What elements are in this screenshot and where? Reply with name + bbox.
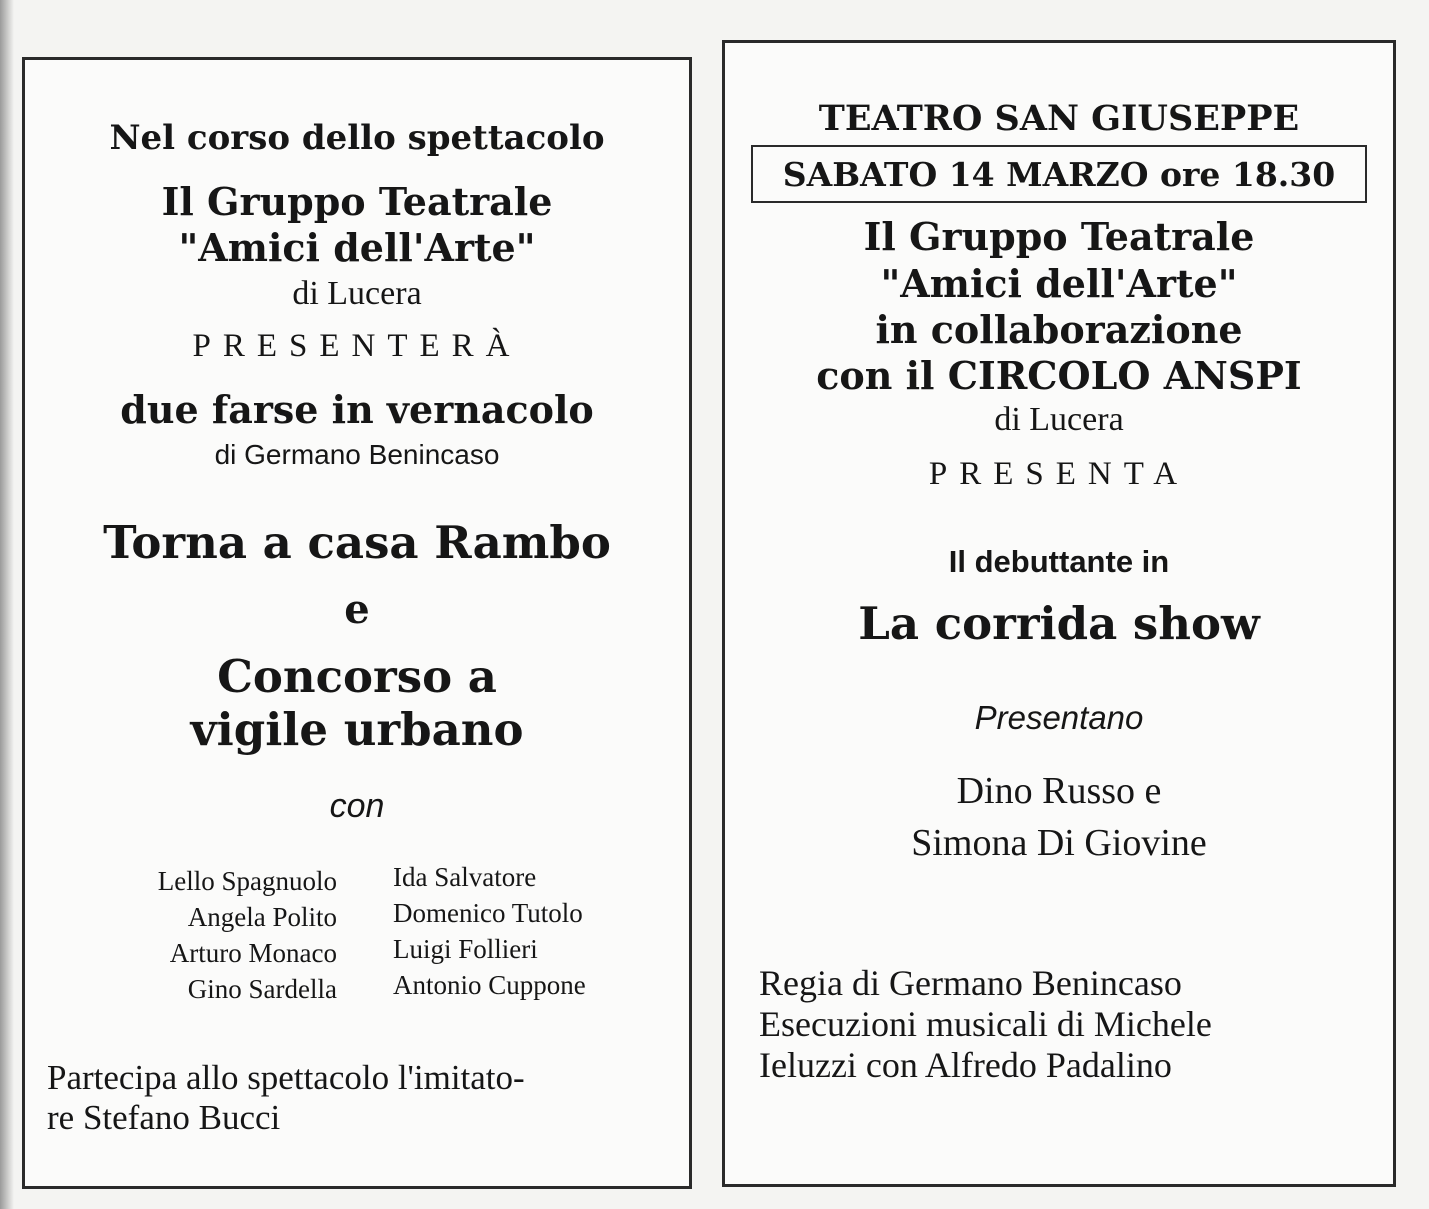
- imitator-note-line2: re Stefano Bucci: [47, 1098, 281, 1137]
- circolo-line: con il CIRCOLO ANSPI: [816, 353, 1302, 398]
- group-name: "Amici dell'Arte": [178, 225, 536, 270]
- city-line: di Lucera: [994, 401, 1124, 438]
- presentano-line: Presentano: [974, 699, 1144, 736]
- cast-member: Angela Polito: [187, 902, 337, 932]
- left-program-card: [22, 57, 692, 1189]
- right-program-card: [722, 40, 1396, 1187]
- title-concorso-line2: vigile urbano: [190, 703, 524, 756]
- credits-line2: Esecuzioni musicali di Michele: [759, 1004, 1212, 1044]
- group-name: "Amici dell'Arte": [880, 261, 1238, 306]
- cast-member: Domenico Tutolo: [393, 898, 583, 928]
- imitator-note: [47, 1058, 525, 1138]
- cast-column-left: [158, 863, 337, 1007]
- cast-member: Luigi Follieri: [393, 934, 538, 964]
- cast-member: Gino Sardella: [187, 974, 337, 1004]
- presenta-line: PRESENTA: [928, 456, 1190, 492]
- group-title: Il Gruppo Teatrale: [161, 179, 553, 224]
- farse-line: due farse in vernacolo: [120, 387, 594, 432]
- show-title: La corrida show: [858, 597, 1260, 650]
- cast-column-right: [393, 859, 586, 1003]
- title-torna-a-casa-rambo: Torna a casa Rambo: [103, 516, 611, 569]
- conjunction-e: e: [344, 586, 370, 633]
- page-gutter-shadow: [0, 0, 14, 1209]
- cast-member: Antonio Cuppone: [393, 970, 586, 1000]
- cast-member: Lello Spagnuolo: [157, 866, 337, 896]
- author-line: di Germano Benincaso: [214, 439, 500, 470]
- con-line: con: [329, 787, 385, 825]
- collaboration-line: in collaborazione: [875, 307, 1243, 352]
- title-concorso-line1: Concorso a: [217, 650, 497, 703]
- debut-line: Il debuttante in: [948, 544, 1170, 579]
- host-line1: Dino Russo e: [956, 770, 1162, 812]
- presenta-line: PRESENTERÀ: [192, 328, 522, 364]
- credits-line1: Regia di Germano Benincaso: [759, 963, 1182, 1003]
- imitator-note-line1: Partecipa allo spettacolo l'imitato-: [47, 1058, 525, 1097]
- venue-title: TEATRO SAN GIUSEPPE: [818, 98, 1300, 139]
- group-title: Il Gruppo Teatrale: [863, 214, 1255, 259]
- host-line2: Simona Di Giovine: [911, 822, 1207, 864]
- city-line: di Lucera: [292, 275, 422, 312]
- cast-member: Ida Salvatore: [393, 862, 537, 892]
- credits-line3: Ieluzzi con Alfredo Padalino: [759, 1045, 1172, 1085]
- cast-member: Arturo Monaco: [169, 938, 337, 968]
- credits-block: [759, 963, 1212, 1086]
- intro-line: Nel corso dello spettacolo: [109, 118, 605, 158]
- date-box: SABATO 14 MARZO ore 18.30: [751, 145, 1367, 203]
